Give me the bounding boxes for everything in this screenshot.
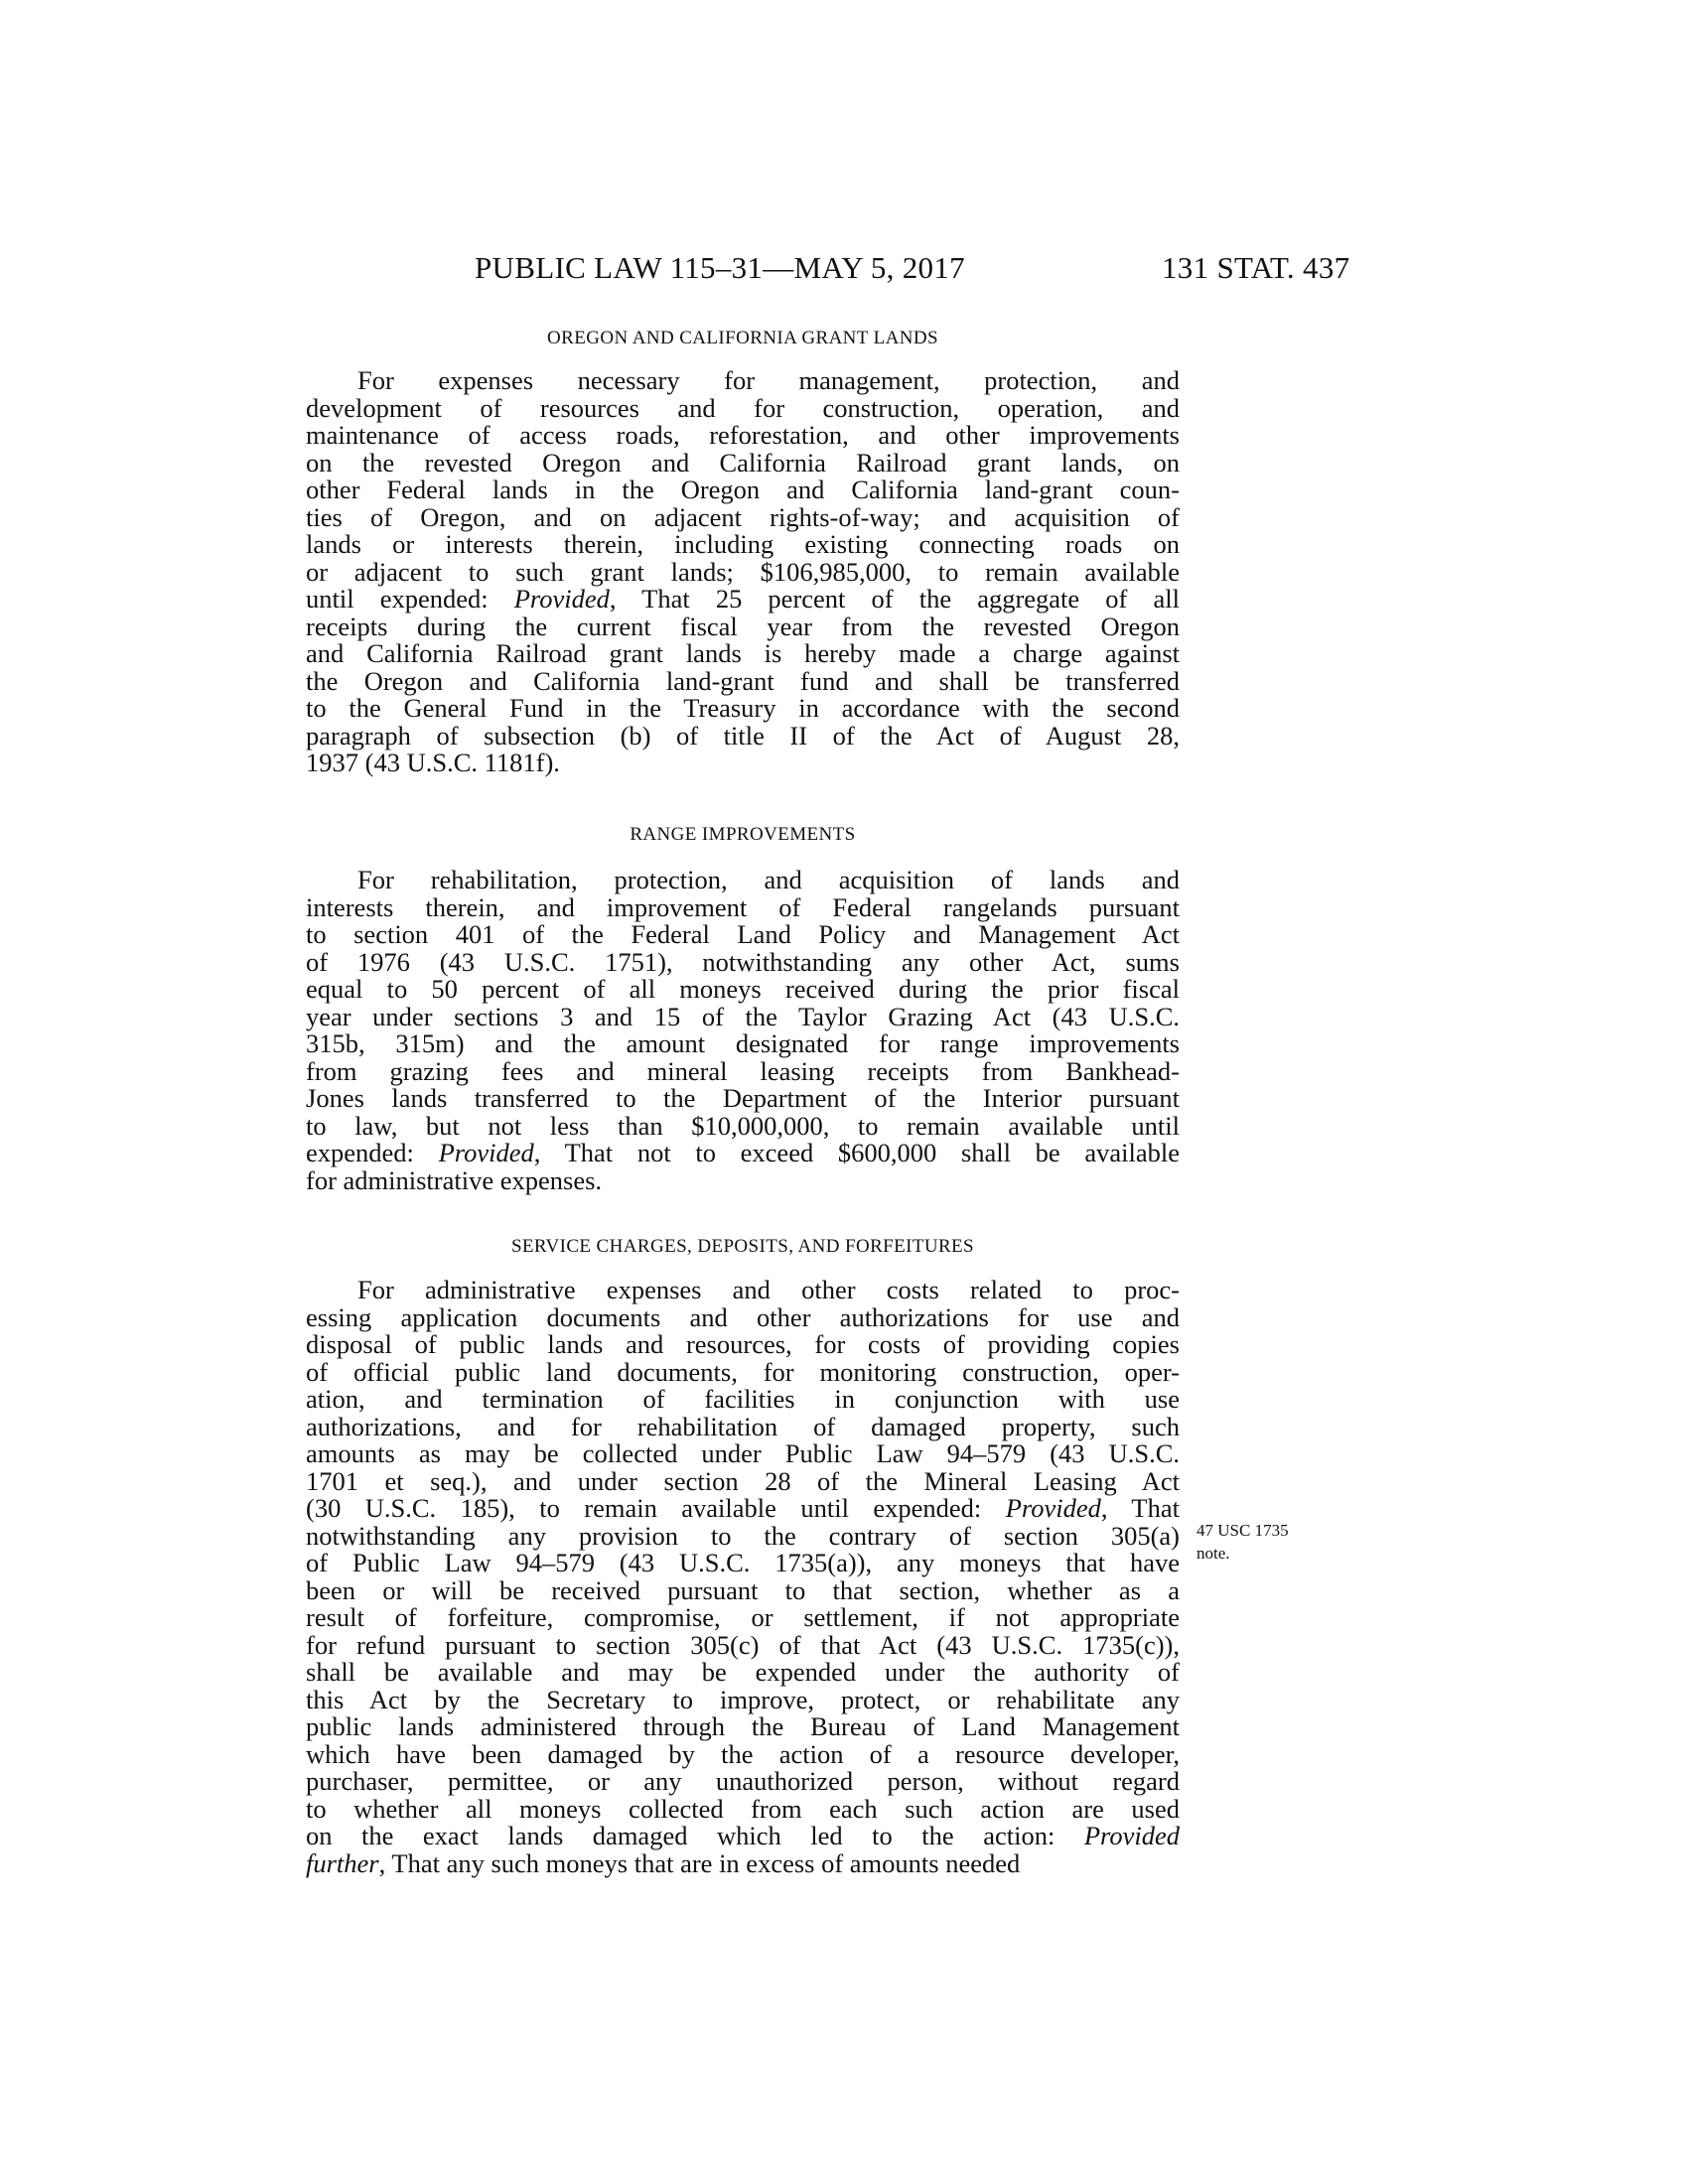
paragraph-line: for refund pursuant to section 305(c) of that Act (43 U.S.C. 1735(c)), xyxy=(306,1629,1180,1660)
paragraph-line: purchaser, permittee, or any unauthorized person, without regard xyxy=(306,1766,1180,1796)
paragraph-line: other Federal lands in the Oregon and California land-grant coun- xyxy=(306,475,1180,504)
paragraph-range-improvements xyxy=(306,867,1180,1194)
paragraph-line: development of resources and for construction, operation, and xyxy=(306,392,1180,423)
paragraph-line: or adjacent to such grant lands; $106,985,000, to remain available xyxy=(306,556,1180,587)
margin-note xyxy=(1196,1519,1289,1565)
paragraph-line: this Act by the Secretary to improve, protect, or rehabilitate any xyxy=(306,1684,1180,1714)
paragraph-line: ation, and termination of facilities in conjunction with use xyxy=(306,1384,1180,1414)
paragraph-line: for administrative expenses. xyxy=(306,1164,603,1195)
paragraph-line: maintenance of access roads, reforestation, and other improvements xyxy=(306,420,1180,450)
margin-note-citation: 47 USC 1735 xyxy=(1196,1521,1289,1540)
paragraph-line: amounts as may be collected under Public Law 94–579 (43 U.S.C. xyxy=(306,1438,1180,1468)
paragraph-line: notwithstanding any provision to the contrary of section 305(a) xyxy=(306,1520,1180,1551)
paragraph-line: For expenses necessary for management, protection, and xyxy=(357,365,1180,395)
paragraph-line: of official public land documents, for monitoring construction, oper- xyxy=(306,1356,1180,1387)
paragraph-line: to section 401 of the Federal Land Policy and Management Act xyxy=(306,919,1180,949)
paragraph-line: For rehabilitation, protection, and acquisition of lands and xyxy=(357,865,1180,894)
paragraph-line: on the exact lands damaged which led to the action: Provided xyxy=(306,1821,1180,1850)
running-title: PUBLIC LAW 115–31—MAY 5, 2017 xyxy=(475,250,965,285)
paragraph-line: public lands administered through the Bureau of Land Management xyxy=(306,1711,1180,1741)
paragraph-line: receipts during the current fiscal year from the revested Oregon xyxy=(306,611,1180,641)
paragraph-service-charges xyxy=(306,1277,1180,1877)
margin-note-label: note. xyxy=(1196,1544,1230,1563)
paragraph-line: equal to 50 percent of all moneys received during the prior fiscal xyxy=(306,974,1180,1004)
paragraph-line: of 1976 (43 U.S.C. 1751), notwithstanding any other Act, sums xyxy=(306,946,1180,977)
paragraph-line: the Oregon and California land-grant fund and shall be transferred xyxy=(306,665,1180,696)
paragraph-line: expended: Provided, That not to exceed $600,000 shall be available xyxy=(306,1138,1180,1167)
paragraph-line: of Public Law 94–579 (43 U.S.C. 1735(a)), any moneys that have xyxy=(306,1548,1180,1577)
paragraph-line: 315b, 315m) and the amount designated for range improvements xyxy=(306,1028,1180,1058)
paragraph-line: paragraph of subsection (b) of title II of the Act of August 28, xyxy=(306,720,1180,751)
paragraph-oregon-california xyxy=(306,367,1180,777)
stat-page-number: 131 STAT. 437 xyxy=(1162,250,1350,285)
paragraph-line: shall be available and may be expended under the authority of xyxy=(306,1657,1180,1687)
paragraph-line: 1937 (43 U.S.C. 1181f). xyxy=(306,748,560,777)
paragraph-line: to law, but not less than $10,000,000, to remain available until xyxy=(306,1110,1180,1141)
paragraph-line: lands or interests therein, including existing connecting roads on xyxy=(306,529,1180,559)
paragraph-line: interests therein, and improvement of Federal rangelands pursuant xyxy=(306,891,1180,922)
section-heading-service-charges: SERVICE CHARGES, DEPOSITS, AND FORFEITURES xyxy=(510,1236,975,1257)
paragraph-line: result of forfeiture, compromise, or settlement, if not appropriate xyxy=(306,1602,1180,1632)
paragraph-line: ties of Oregon, and on adjacent rights-of-way; and acquisition of xyxy=(306,501,1180,532)
paragraph-line: until expended: Provided, That 25 percent of the aggregate of all xyxy=(306,584,1180,614)
paragraph-line: from grazing fees and mineral leasing receipts from Bankhead- xyxy=(306,1055,1180,1086)
paragraph-line: to the General Fund in the Treasury in accordance with the second xyxy=(306,693,1180,723)
paragraph-line: essing application documents and other authorizations for use and xyxy=(306,1301,1180,1332)
paragraph-line: authorizations, and for rehabilitation of damaged property, such xyxy=(306,1411,1180,1441)
paragraph-line: 1701 et seq.), and under section 28 of the Mineral Leasing Act xyxy=(306,1465,1180,1496)
paragraph-line: and California Railroad grant lands is hereby made a charge against xyxy=(306,638,1180,668)
section-heading-range-improvements: RANGE IMPROVEMENTS xyxy=(630,824,856,845)
paragraph-line: on the revested Oregon and California Railroad grant lands, on xyxy=(306,447,1180,478)
paragraph-line: (30 U.S.C. 185), to remain available until expended: Provided, That xyxy=(306,1493,1180,1523)
paragraph-line: Jones lands transferred to the Department of the Interior pursuant xyxy=(306,1083,1180,1113)
paragraph-line: disposal of public lands and resources, for costs of providing copies xyxy=(306,1329,1180,1359)
paragraph-line: For administrative expenses and other costs related to proc- xyxy=(357,1275,1180,1304)
paragraph-line: further, That any such moneys that are in excess of amounts needed xyxy=(306,1847,1021,1878)
paragraph-line: which have been damaged by the action of a resource developer, xyxy=(306,1738,1180,1769)
paragraph-line: year under sections 3 and 15 of the Taylor Grazing Act (43 U.S.C. xyxy=(306,1001,1180,1031)
paragraph-line: to whether all moneys collected from each such action are used xyxy=(306,1793,1180,1824)
paragraph-line: been or will be received pursuant to that section, whether as a xyxy=(306,1574,1180,1605)
section-heading-oregon-california: OREGON AND CALIFORNIA GRANT LANDS xyxy=(547,328,938,348)
